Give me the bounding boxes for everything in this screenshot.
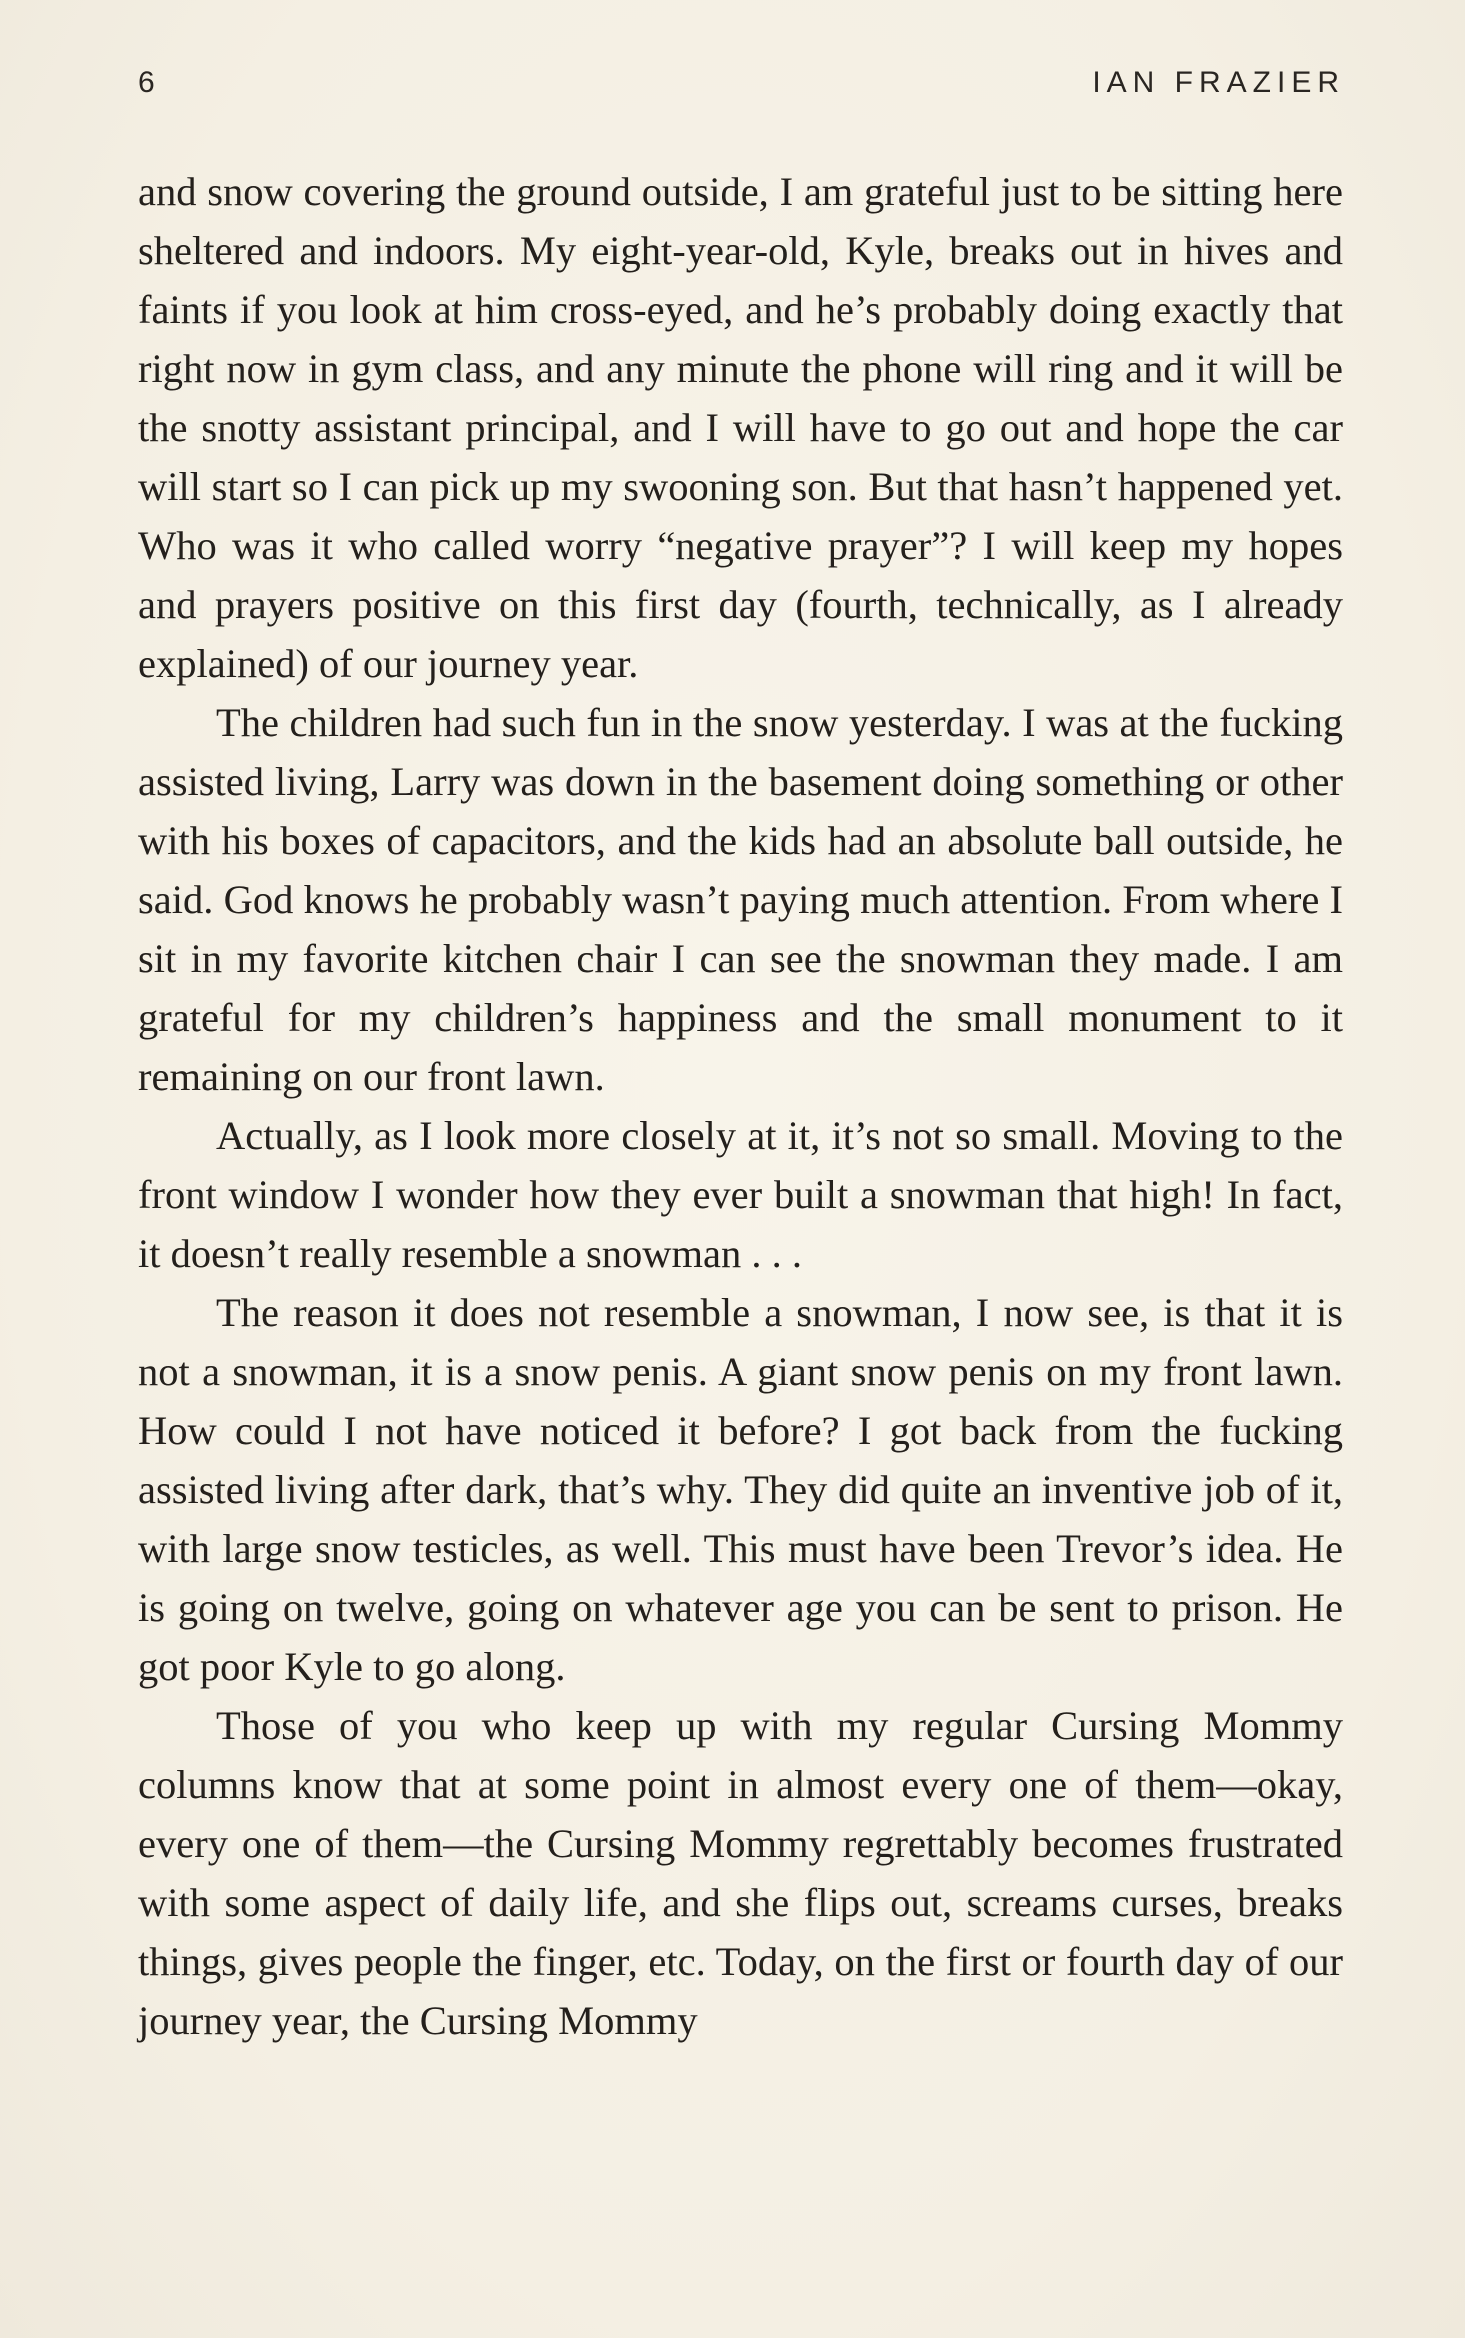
paragraph-5: Those of you who keep up with my regular Cursing Mommy columns know that at some point in almost every one of them—okay, every one of them—the Cursing Mommy regrettably becomes frustrated with some aspect of daily life, and she flips out, screams curses, breaks things, gives people the finger, etc. Today, on the first or fourth day of our journey year, the Cursing Mommy [138, 1703, 1343, 2043]
paragraph-3: Actually, as I look more closely at it, it’s not so small. Moving to the front window I wonder how they ever built a snowman that high! In fact, it doesn’t really resemble a snowman . . . [138, 1113, 1343, 1276]
author-name: IAN FRAZIER [1092, 66, 1345, 99]
paragraph-4: The reason it does not resemble a snowman, I now see, is that it is not a snowman, it is a snow penis. A giant snow penis on my front lawn. How could I not have noticed it before? I got back from the fucking assisted living after dark, that’s why. They did quite an inventive job of it, with large snow testicles, as well. This must have been Trevor’s idea. He is going on twelve, going on whatever age you can be sent to prison. He got poor Kyle to go along. [138, 1290, 1343, 1689]
page-number: 6 [138, 66, 156, 99]
paragraph-2: The children had such fun in the snow yesterday. I was at the fucking assisted living, Larry was down in the basement doing something or other with his boxes of capacitors, and the kids had an absolute ball outside, he said. God knows he probably wasn’t paying much attention. From where I sit in my favorite kitchen chair I can see the snowman they made. I am grateful for my children’s happiness and the small monument to it remaining on our front lawn. [138, 700, 1343, 1099]
body-text [138, 162, 1343, 2050]
running-head [138, 66, 1345, 106]
paragraph-1: and snow covering the ground outside, I am grateful just to be sitting here sheltered and indoors. My eight-year-old, Kyle, breaks out in hives and faints if you look at him cross-eyed, and he’s probably doing exactly that right now in gym class, and any minute the phone will ring and it will be the snotty assistant principal, and I will have to go out and hope the car will start so I can pick up my swooning son. But that hasn’t happened yet. Who was it who called worry “negative prayer”? I will keep my hopes and prayers positive on this first day (fourth, technically, as I already explained) of our journey year. [138, 169, 1343, 686]
